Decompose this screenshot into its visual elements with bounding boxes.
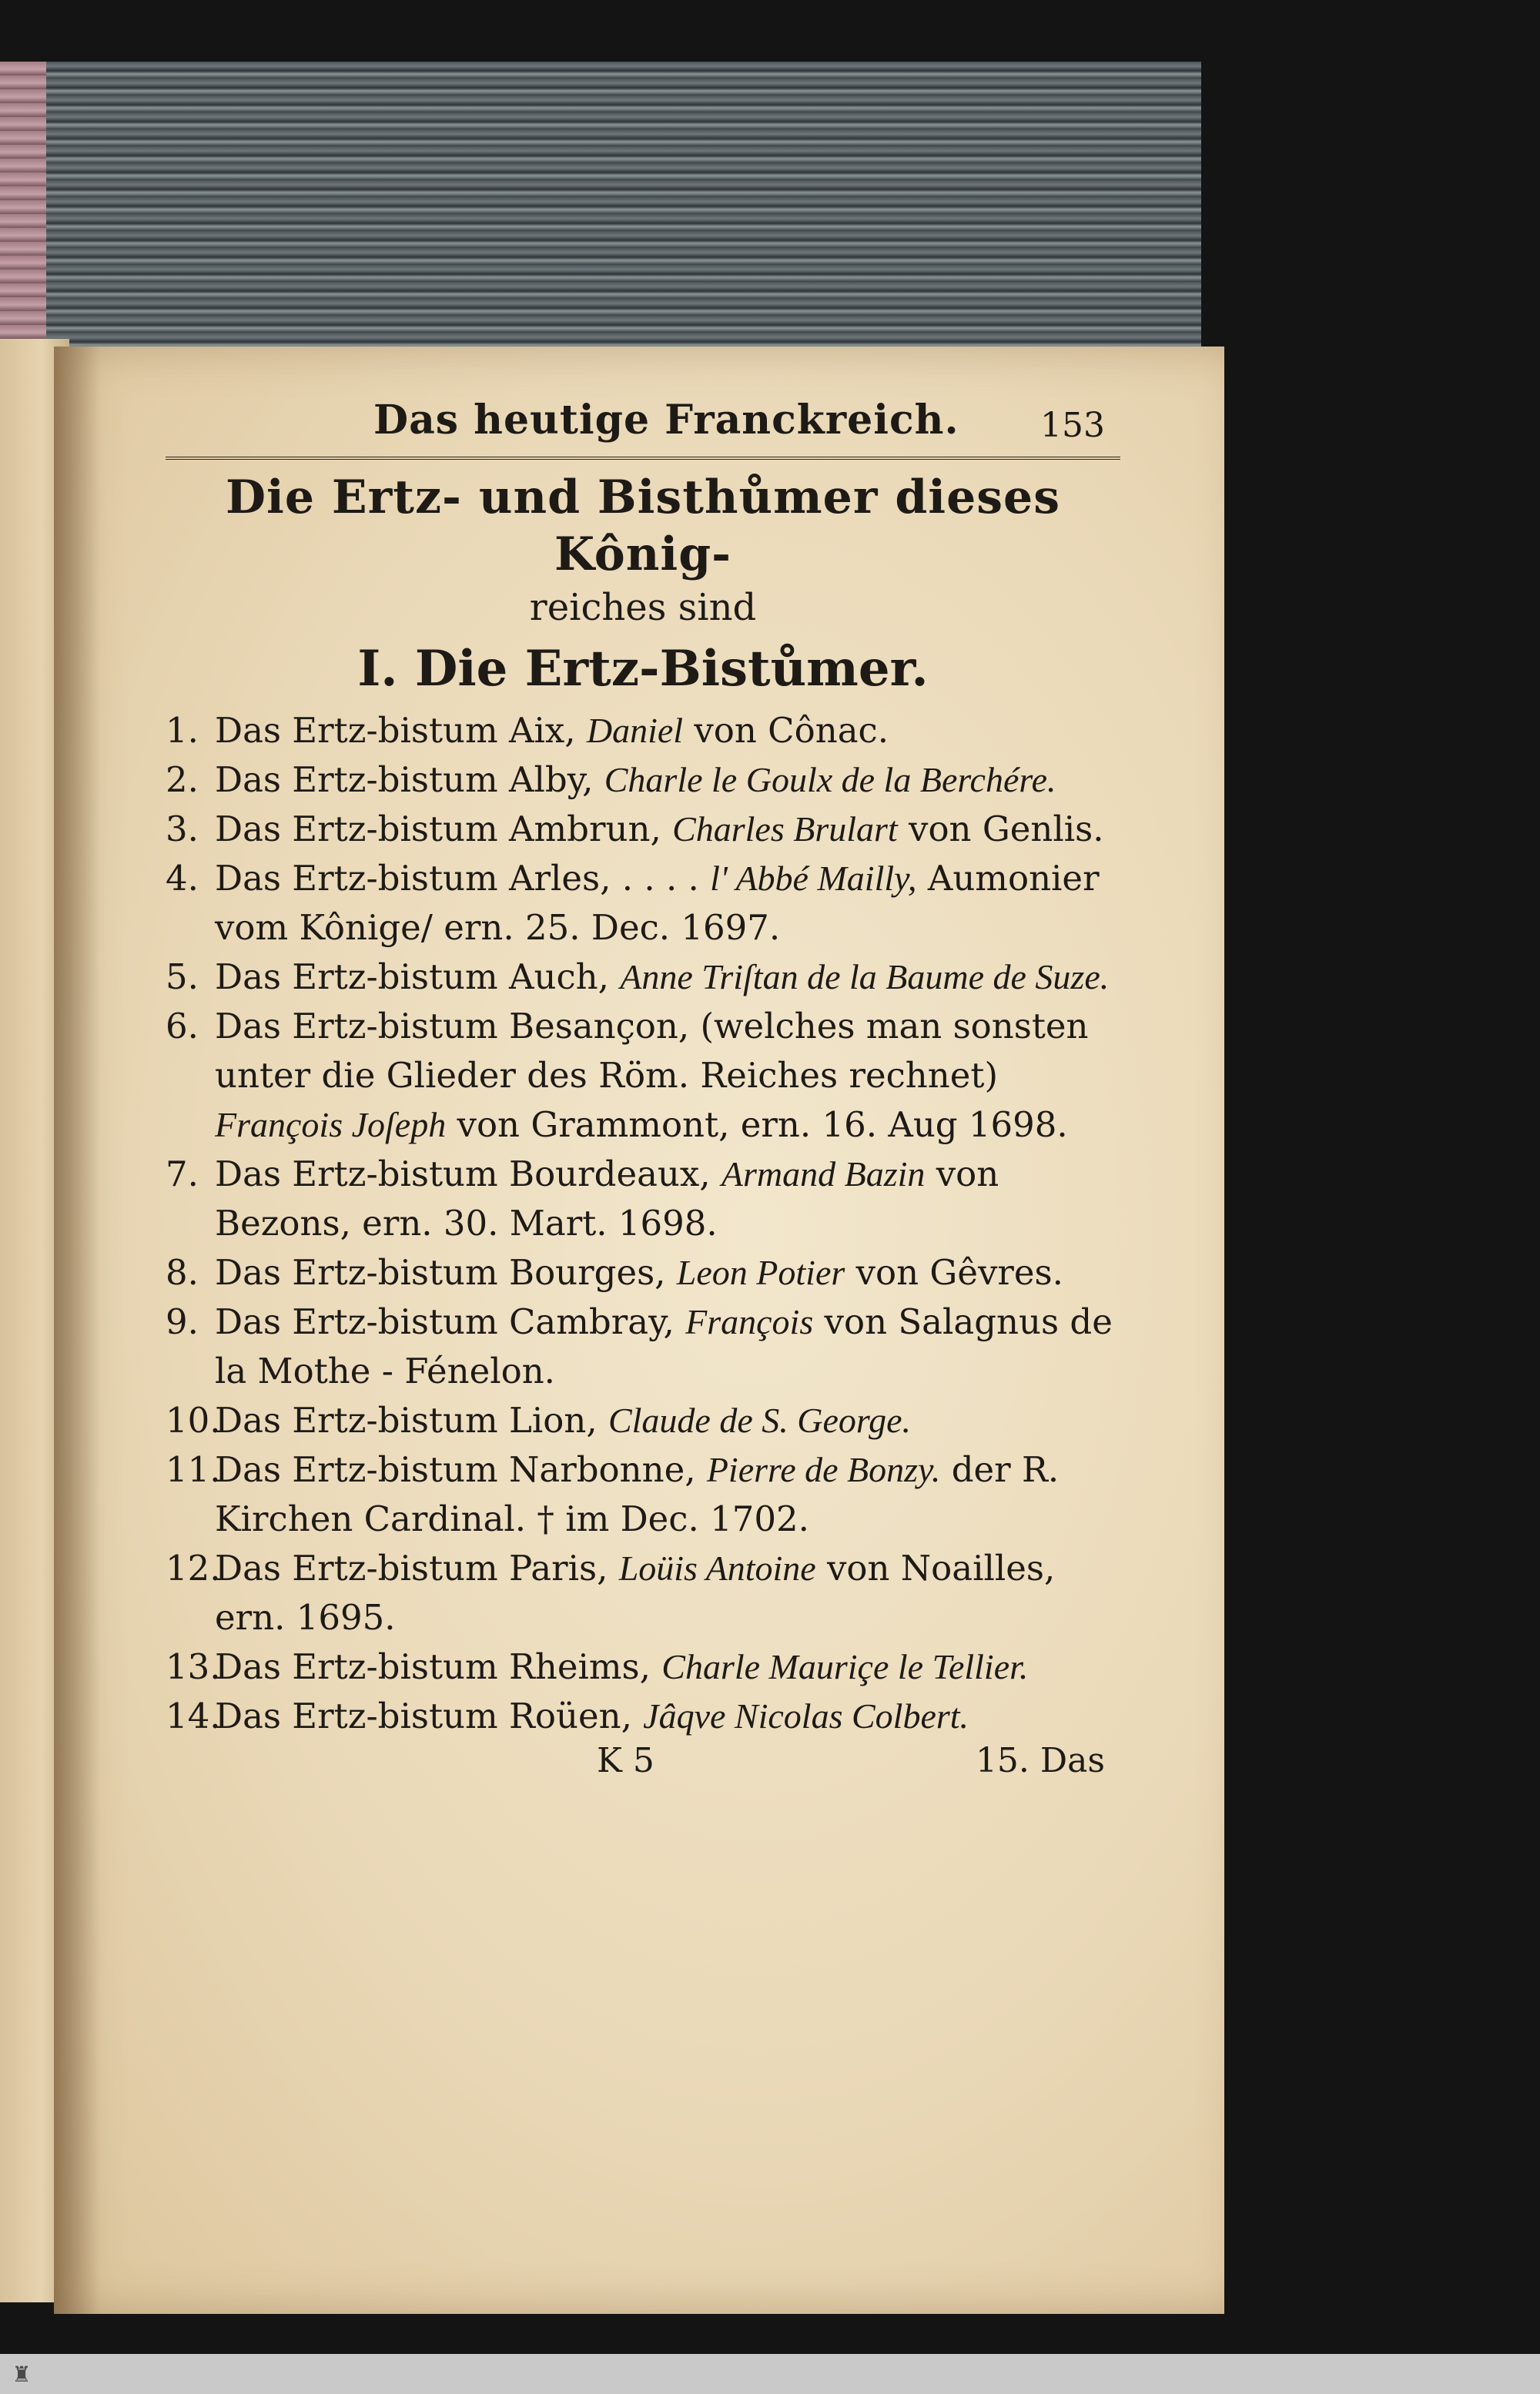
list-item: 14. Das Ertz-bistum Roüen, Jâqve Nicolas Colbert. — [166, 1696, 969, 1736]
book-cover-edge — [0, 62, 46, 339]
list-item: 5. Das Ertz-bistum Auch, Anne Triſtan de la Baume de Suze. — [166, 956, 1110, 997]
list-item: 3. Das Ertz-bistum Ambrun, Charles Brulart von Genlis. — [166, 809, 1104, 849]
page-heading-continued: reiches sind — [529, 586, 757, 629]
page-content — [166, 389, 1120, 1795]
list-item: 13. Das Ertz-bistum Rheims, Charle Mauriçe le Tellier. — [166, 1646, 1029, 1687]
library-logo-icon: ♜ — [12, 2362, 32, 2387]
list-item: 7. Das Ertz-bistum Bourdeaux, Armand Bazin von Bezons, ern. 30. Mart. 1698. — [166, 1153, 999, 1244]
list-item: 12. Das Ertz-bistum Paris, Loüis Antoine von Noailles, ern. 1695. — [166, 1548, 1056, 1638]
binding-shadow — [54, 347, 100, 2314]
list-item: 8. Das Ertz-bistum Bourges, Leon Potier von Gêvres. — [166, 1252, 1063, 1293]
running-head — [166, 389, 1120, 450]
list-item: 2. Das Ertz-bistum Alby, Charle le Goulx de la Berchére. — [166, 759, 1056, 800]
header-rule — [166, 457, 1120, 460]
page-footer — [166, 1741, 1120, 1795]
page-heading: Die Ertz- und Bisthůmer dieses Kônig- — [226, 470, 1060, 581]
section-title: I. Die Ertz-Bistůmer. — [357, 640, 929, 698]
catchword: 15. Das — [975, 1741, 1105, 1780]
signature-mark: K 5 — [597, 1741, 654, 1780]
list-item: 6. Das Ertz-bistum Besançon, (welches man sonsten unter die Glieder des Röm. Reiches rechnet) François Joſeph von Grammont, ern. 16. Aug 1698. — [166, 1006, 1089, 1145]
book-page-edges — [0, 62, 1201, 362]
list-item: 4. Das Ertz-bistum Arles, . . . . l' Abbé Mailly, Aumonier vom Kônige/ ern. 25. Dec. 1697. — [166, 858, 1100, 948]
running-title: Das heutige Franckreich. — [373, 397, 959, 444]
viewer-bottom-bar — [0, 2354, 1540, 2394]
list-item: 1. Das Ertz-bistum Aix, Daniel von Cônac. — [166, 710, 889, 751]
page-number: 153 — [1040, 406, 1105, 445]
list-item: 9. Das Ertz-bistum Cambray, François von Salagnus de la Mothe - Fénelon. — [166, 1301, 1113, 1391]
archbishopric-list — [166, 706, 1120, 1741]
list-item: 10. Das Ertz-bistum Lion, Claude de S. George. — [166, 1400, 911, 1441]
list-item: 11. Das Ertz-bistum Narbonne, Pierre de Bonzy. der R. Kirchen Cardinal. † im Dec. 1702. — [166, 1449, 1060, 1539]
